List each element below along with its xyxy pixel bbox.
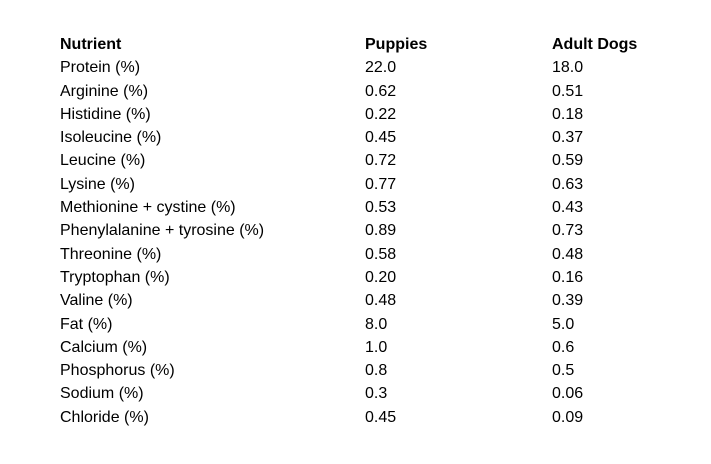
cell-puppies: 1.0 bbox=[365, 338, 388, 356]
cell-puppies: 0.48 bbox=[365, 292, 397, 310]
cell-nutrient: Calcium (%) bbox=[60, 338, 148, 356]
table-row bbox=[60, 336, 652, 359]
cell-adult-dogs: 0.09 bbox=[552, 408, 584, 426]
cell-puppies: 0.58 bbox=[365, 245, 397, 263]
nutrient-table-container bbox=[60, 33, 652, 429]
table-row bbox=[60, 266, 652, 289]
table-row bbox=[60, 126, 652, 149]
cell-nutrient: Fat (%) bbox=[60, 315, 113, 333]
cell-nutrient: Isoleucine (%) bbox=[60, 129, 162, 147]
table-row bbox=[60, 359, 652, 382]
table-row bbox=[60, 313, 652, 336]
table-row bbox=[60, 243, 652, 266]
table-row bbox=[60, 289, 652, 312]
cell-nutrient: Tryptophan (%) bbox=[60, 268, 170, 286]
nutrient-table bbox=[60, 33, 652, 429]
table-row bbox=[60, 382, 652, 405]
cell-adult-dogs: 0.5 bbox=[552, 362, 575, 380]
cell-puppies: 0.45 bbox=[365, 408, 397, 426]
table-row bbox=[60, 406, 652, 429]
cell-puppies: 0.22 bbox=[365, 105, 397, 123]
cell-nutrient: Leucine (%) bbox=[60, 152, 146, 170]
table-row bbox=[60, 56, 652, 79]
cell-puppies: 0.89 bbox=[365, 222, 397, 240]
table-row bbox=[60, 196, 652, 219]
table-row bbox=[60, 103, 652, 126]
table-body bbox=[60, 56, 652, 429]
cell-puppies: 0.72 bbox=[365, 152, 397, 170]
cell-adult-dogs: 0.73 bbox=[552, 222, 584, 240]
cell-nutrient: Histidine (%) bbox=[60, 105, 151, 123]
header-row bbox=[60, 33, 652, 56]
cell-nutrient: Methionine + cystine (%) bbox=[60, 199, 236, 217]
table-row bbox=[60, 219, 652, 242]
cell-adult-dogs: 0.48 bbox=[552, 245, 584, 263]
cell-adult-dogs: 0.51 bbox=[552, 82, 584, 100]
cell-nutrient: Arginine (%) bbox=[60, 82, 149, 100]
table-header bbox=[60, 33, 652, 56]
cell-adult-dogs: 0.37 bbox=[552, 129, 584, 147]
cell-adult-dogs: 0.59 bbox=[552, 152, 584, 170]
cell-puppies: 0.53 bbox=[365, 199, 397, 217]
cell-puppies: 0.62 bbox=[365, 82, 397, 100]
cell-adult-dogs: 0.06 bbox=[552, 385, 584, 403]
cell-nutrient: Chloride (%) bbox=[60, 408, 149, 426]
cell-adult-dogs: 0.39 bbox=[552, 292, 584, 310]
cell-adult-dogs: 0.16 bbox=[552, 268, 584, 286]
table-row bbox=[60, 80, 652, 103]
cell-puppies: 0.20 bbox=[365, 268, 397, 286]
cell-adult-dogs: 0.18 bbox=[552, 105, 584, 123]
header-nutrient: Nutrient bbox=[60, 36, 122, 53]
cell-adult-dogs: 0.6 bbox=[552, 338, 575, 356]
header-adult-dogs: Adult Dogs bbox=[552, 36, 638, 53]
header-puppies: Puppies bbox=[365, 36, 428, 53]
cell-adult-dogs: 5.0 bbox=[552, 315, 575, 333]
cell-puppies: 0.8 bbox=[365, 362, 388, 380]
cell-adult-dogs: 0.43 bbox=[552, 199, 584, 217]
cell-nutrient: Phenylalanine + tyrosine (%) bbox=[60, 222, 265, 240]
cell-nutrient: Sodium (%) bbox=[60, 385, 144, 403]
cell-nutrient: Valine (%) bbox=[60, 292, 133, 310]
cell-adult-dogs: 18.0 bbox=[552, 59, 584, 77]
cell-nutrient: Threonine (%) bbox=[60, 245, 162, 263]
table-row bbox=[60, 173, 652, 196]
cell-puppies: 8.0 bbox=[365, 315, 388, 333]
table-row bbox=[60, 149, 652, 172]
cell-nutrient: Protein (%) bbox=[60, 59, 141, 77]
cell-puppies: 0.3 bbox=[365, 385, 388, 403]
cell-nutrient: Lysine (%) bbox=[60, 175, 135, 193]
cell-nutrient: Phosphorus (%) bbox=[60, 362, 175, 380]
cell-puppies: 0.45 bbox=[365, 129, 397, 147]
cell-puppies: 0.77 bbox=[365, 175, 397, 193]
cell-puppies: 22.0 bbox=[365, 59, 397, 77]
cell-adult-dogs: 0.63 bbox=[552, 175, 584, 193]
